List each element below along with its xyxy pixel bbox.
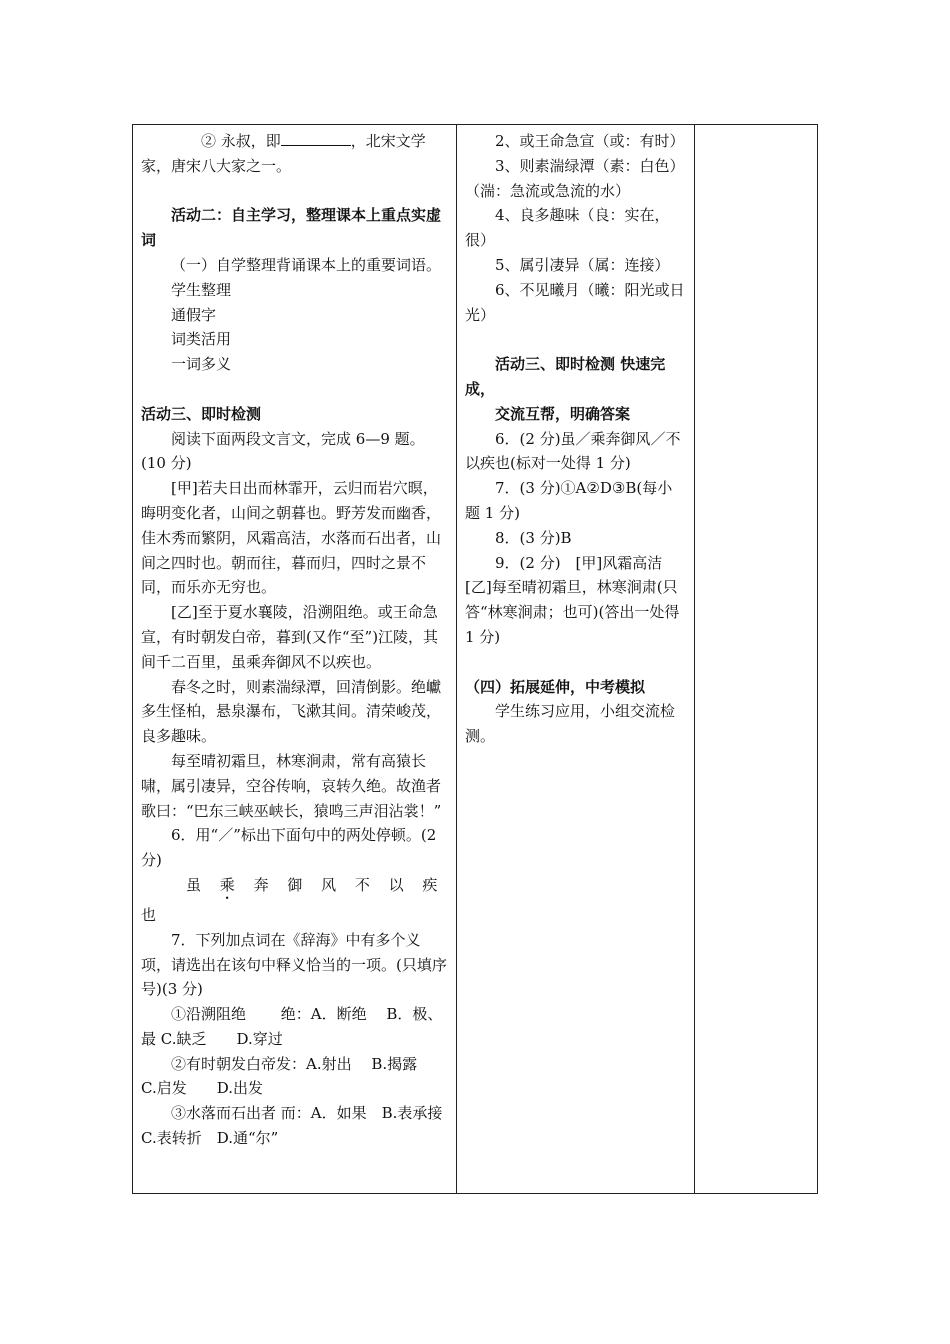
answer-item: 6、不见曦月（曦：阳光或日光）	[465, 280, 685, 324]
activity-three-heading: 活动三、即时检测 快速完成，	[465, 355, 666, 398]
passage-yi: [乙]至于夏水襄陵，沿溯阻绝。或王命急宣，有时朝发白帝，暮到(又作“至”)江陵，其间千二百里，虽乘奔御风不以疾也。	[141, 603, 439, 671]
question-6: 6．用“／”标出下面句中的两处停顿。(2 分)	[141, 826, 437, 870]
answer-item: 5、属引凄异（属：连接）	[495, 255, 670, 274]
text-line: ② 永叔，即 ，北宋文学家，唐宋八大家之一。	[141, 129, 448, 179]
list-item: 学生整理	[171, 280, 232, 299]
passage-yi-2: 春冬之时，则素湍绿潭，回清倒影。绝巘多生怪柏，悬泉瀑布，飞漱其间。清荣峻茂，良多趣味。	[141, 677, 442, 746]
list-item: 一词多义	[171, 355, 232, 374]
answer-6: 6．(2 分)虽／乘奔御风／不以疾也(标对一处得 1 分)	[465, 429, 681, 473]
right-column-cell	[695, 125, 818, 1194]
answer-8: 8．(3 分)B	[495, 528, 572, 547]
paragraph: 学生练习应用，小组交流检测。	[465, 702, 676, 746]
question-7-option-2: ②有时朝发白帝发：A.射出 B.揭露 C.启发 D.出发	[141, 1054, 448, 1098]
answer-9: 9．(2 分) [甲]风霜高洁 [乙]每至晴初霜旦，林寒涧肃(只答“林寒涧肃；也可)(答出一处得 1 分)	[465, 553, 680, 646]
table-row	[133, 125, 818, 1194]
question-6-sentence: 虽 乘 奔 御 风 不 以 疾 也	[141, 875, 445, 924]
activity-three-heading: 活动三、即时检测	[141, 404, 262, 423]
section-four-heading: （四）拓展延伸，中考模拟	[465, 677, 646, 696]
answer-item: 2、或王命急宣（或：有时）	[495, 132, 685, 150]
passage-yi-3: 每至晴初霜旦，林寒涧肃，常有高猿长啸，属引凄异，空谷传响，哀转久绝。故渔者歌曰：“巴东三峡巫峡长，猿鸣三声泪沾裳！”	[141, 751, 442, 820]
answer-7: 7．(3 分)①A②D③B(每小题 1 分)	[465, 479, 673, 522]
answer-item: 4、良多趣味（良：实在，很）	[465, 206, 670, 250]
middle-column-cell	[457, 125, 695, 1194]
reading-instruction: 阅读下面两段文言文，完成 6—9 题。(10 分)	[141, 429, 425, 473]
question-7: 7．下列加点词在《辞海》中有多个义项，请选出在该句中释义恰当的一项。(只填序号)(3 分)	[141, 930, 447, 999]
fill-blank	[281, 129, 351, 146]
activity-two-heading: 活动二：自主学习，整理课本上重点实虚词	[141, 206, 442, 250]
paragraph: （一）自学整理背诵课本上的重要词语。	[171, 255, 442, 274]
question-7-option-1: ①沿溯阻绝 绝：A．断绝 B．极、最 C.缺乏 D.穿过	[141, 1005, 443, 1048]
activity-three-subheading: 交流互帮，明确答案	[495, 404, 631, 423]
lesson-plan-table	[132, 124, 818, 1194]
list-item: 通假字	[171, 305, 217, 324]
passage-jia: [甲]若夫日出而林霏开，云归而岩穴暝，晦明变化者，山间之朝暮也。野芳发而幽香，佳木秀而繁阴，风霜高洁，水落而石出者，山间之四时也。朝而往，暮而归，四时之景不同，而乐亦无穷也。	[141, 479, 442, 597]
list-item: 词类活用	[171, 330, 232, 349]
left-column-cell	[133, 125, 457, 1194]
answer-item: 3、则素湍绿潭（素：白色）（湍：急流或急流的水）	[465, 156, 685, 200]
question-7-option-3: ③水落而石出者 而：A．如果 B.表承接 C.表转折 D.通“尔”	[141, 1104, 458, 1148]
